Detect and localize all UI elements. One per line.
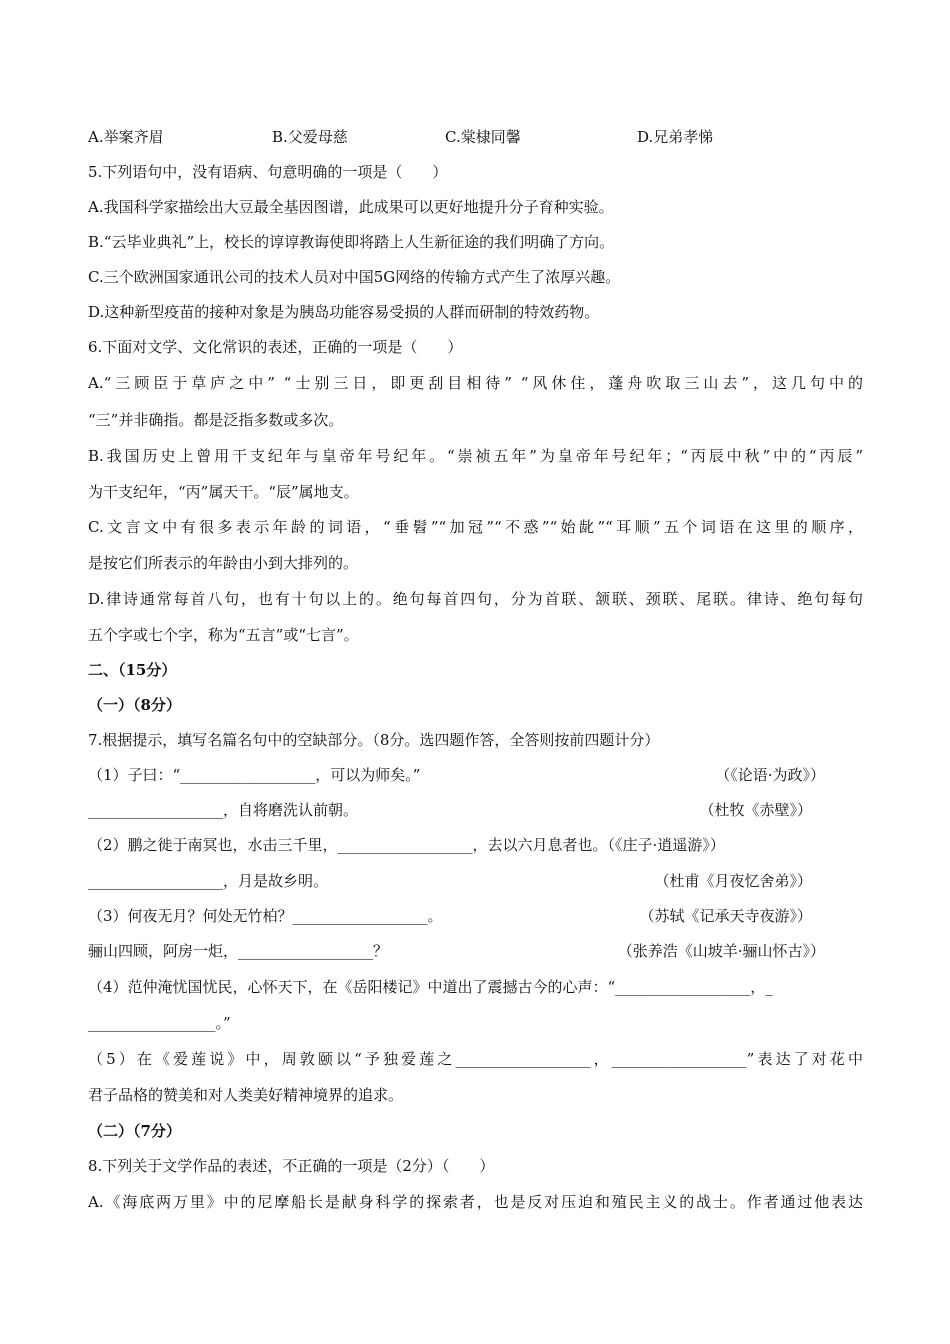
- q5-option-c: C.三个欧洲国家通讯公司的技术人员对中国5G网络的传输方式产生了浓厚兴趣。: [88, 268, 621, 286]
- q7-stem: 7.根据提示，填写名篇名句中的空缺部分。（8分。选四题作答，全答则按前四题计分）: [88, 731, 660, 749]
- q7-4-line2: _________________。”: [88, 1014, 231, 1032]
- subsection-two-heading: （二）（7分）: [88, 1122, 181, 1140]
- q6-option-c-line1: C.文言文中有很多表示年龄的词语，“垂髫”“加冠”“不惑”“始龀”“耳顺”五个词语在这里的顺序，: [88, 518, 863, 536]
- q7-1-line1-source: （《论语·为政》）: [715, 766, 825, 784]
- q7-2-line1: （2）鹏之徙于南冥也，水击三千里，__________________，去以六月息者也。（《庄子·逍遥游》）: [88, 836, 725, 854]
- q8-option-a: A.《海底两万里》中的尼摩船长是献身科学的探索者，也是反对压迫和殖民主义的战士。作者通过他表达: [88, 1193, 863, 1211]
- q4-option-d: D.兄弟孝悌: [637, 128, 714, 146]
- q7-3-line2: 骊山四顾，阿房一炬，__________________？: [88, 942, 389, 960]
- q7-1-line2-source: （杜牧《赤壁》）: [699, 801, 812, 819]
- q7-4-line1: （4）范仲淹忧国忧民，心怀天下，在《岳阳楼记》中道出了震撼古今的心声：“__________________，_: [88, 978, 773, 996]
- q7-2-line2: __________________，月是故乡明。: [88, 872, 329, 890]
- q4-option-a: A.举案齐眉: [88, 128, 164, 146]
- q6-stem: 6.下面对文学、文化常识的表述，正确的一项是（ ）: [88, 338, 463, 356]
- q6-option-a-line2: “三”并非确指。都是泛指多数或多次。: [88, 411, 344, 429]
- q7-5-line1: （5）在《爱莲说》中，周敦颐以“予独爱莲之__________________，__________________”表达了对花中: [88, 1050, 863, 1068]
- q6-option-c-line2: 是按它们所表示的年龄由小到大排列的。: [88, 554, 359, 572]
- q6-option-b-line2: 为干支纪年，“丙”属天干。“辰”属地支。: [88, 483, 359, 501]
- q7-3-line1: （3）何夜无月？何处无竹柏？__________________。: [88, 907, 443, 925]
- q5-option-b: B.“云毕业典礼”上，校长的谆谆教诲使即将踏上人生新征途的我们明确了方向。: [88, 233, 615, 251]
- q5-option-a: A.我国科学家描绘出大豆最全基因图谱，此成果可以更好地提升分子育种实验。: [88, 198, 614, 216]
- q6-option-a-line1: A.“三顾臣于草庐之中” “士别三日，即更刮目相待” “风休住，蓬舟吹取三山去”，这几句中的: [88, 374, 863, 392]
- q7-1-line2: __________________，自将磨洗认前朝。: [88, 801, 359, 819]
- subsection-one-heading: （一）（8分）: [88, 696, 181, 714]
- q6-option-d-line2: 五个字或七个字，称为“五言”或“七言”。: [88, 626, 359, 644]
- q5-option-d: D.这种新型疫苗的接种对象是为胰岛功能容易受损的人群而研制的特效药物。: [88, 303, 600, 321]
- q6-option-b-line1: B.我国历史上曾用干支纪年与皇帝年号纪年。“崇祯五年”为皇帝年号纪年；“丙辰中秋”中的“丙辰”: [88, 447, 863, 465]
- q5-stem: 5.下列语句中，没有语病、句意明确的一项是（ ）: [88, 163, 448, 181]
- q6-option-d-line1: D.律诗通常每首八句，也有十句以上的。绝句每首四句，分为首联、颔联、颈联、尾联。律诗、绝句每句: [88, 590, 863, 608]
- q4-option-b: B.父爱母慈: [272, 128, 348, 146]
- q4-option-c: C.棠棣同馨: [445, 128, 521, 146]
- q7-5-line2: 君子品格的赞美和对人类美好精神境界的追求。: [88, 1086, 404, 1104]
- q7-2-line2-source: （杜甫《月夜忆舍弟》）: [654, 872, 812, 890]
- q7-3-line2-source: （张养浩《山坡羊·骊山怀古》）: [617, 942, 825, 960]
- section-two-heading: 二、（15分）: [88, 661, 177, 679]
- q7-3-line1-source: （苏轼《记承天寺夜游》）: [639, 907, 812, 925]
- q8-stem: 8.下列关于文学作品的表述，不正确的一项是（2分）（ ）: [88, 1157, 495, 1175]
- q7-1-line1: （1）子曰：“__________________，可以为师矣。”: [88, 766, 421, 784]
